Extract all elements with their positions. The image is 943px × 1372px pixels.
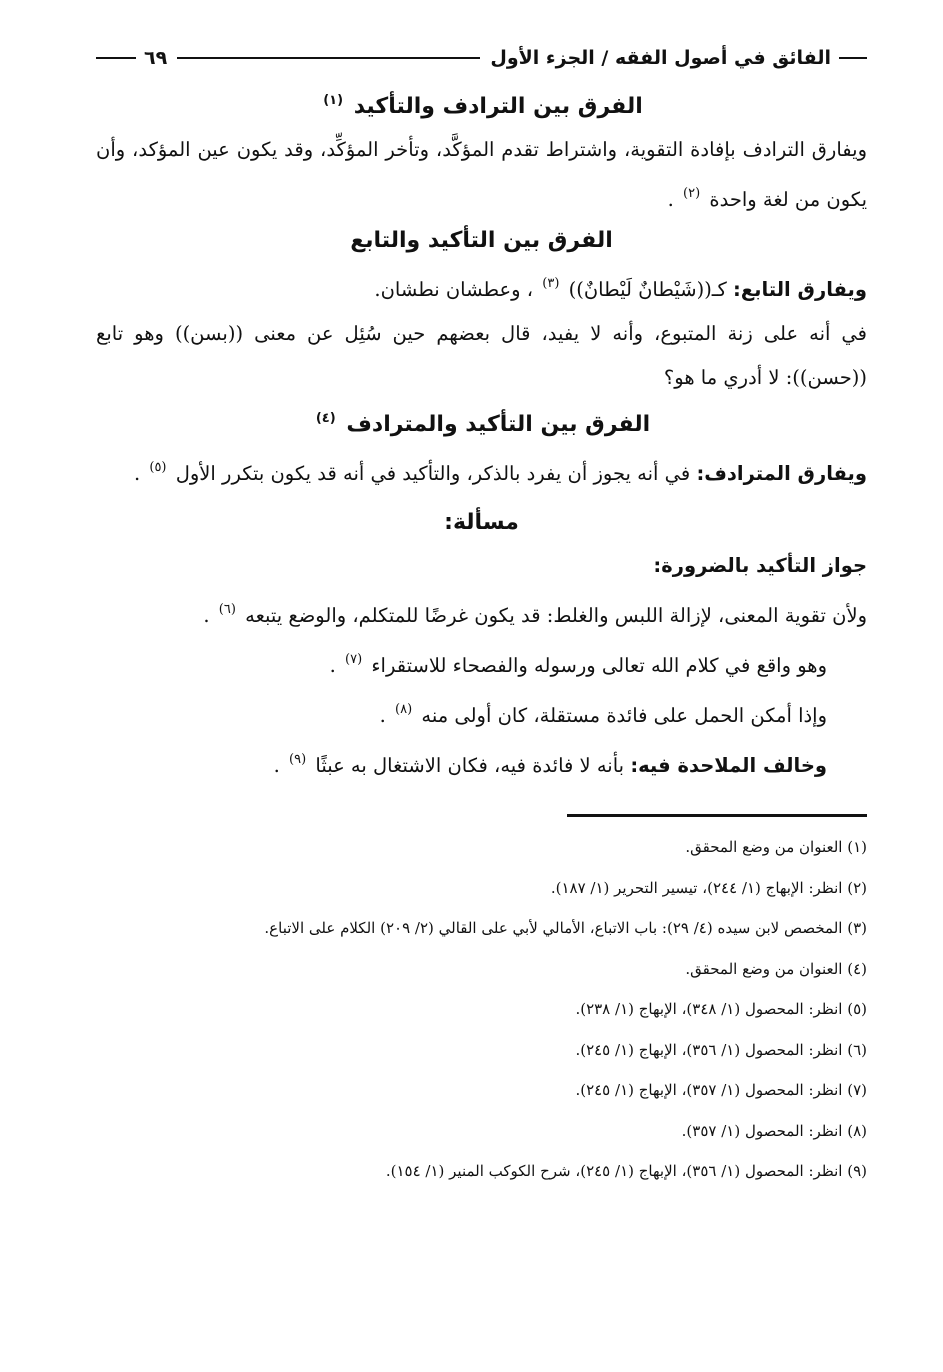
paragraph-occurrence: وهو واقع في كلام الله تعالى ورسوله والفصحاء للاستقراء $^{(٧)}$ . xyxy=(329,652,827,677)
footnote-item: (٤) العنوان من وضع المحقق. xyxy=(685,959,867,978)
section-heading-synonym: الفرق بين التأكيد والمترادف $^{(٤)}$ xyxy=(315,411,651,437)
footnote-item: (٣) المخصص لابن سيده (٤/ ٢٩): باب الاتباع، الأمالي لأبي على القالي (٢/ ٢٠٩) الكلام على الاتباع. xyxy=(264,919,867,937)
section-heading-follower: الفرق بين التأكيد والتابع xyxy=(350,228,613,253)
footnote-item: (٩) انظر: المحصول (١/ ٣٥٦)، الإبهاج (١/ ٢٤٥)، شرح الكوكب المنير (١/ ١٥٤). xyxy=(385,1162,867,1180)
footnote-ref: (٣) xyxy=(542,276,560,291)
header-rule-left xyxy=(96,57,136,59)
footnote-item: (١) العنوان من وضع المحقق. xyxy=(685,838,867,856)
footnote-item: (٦) انظر: المحصول (١/ ٣٥٦)، الإبهاج (١/ ٢٤٥). xyxy=(575,1040,867,1059)
paragraph-priority: وإذا أمكن الحمل على فائدة مستقلة، كان أولى منه $^{(٨)}$ . xyxy=(379,702,827,727)
footnote-item: (٥) انظر: المحصول (١/ ٣٤٨)، الإبهاج (١/ ٢٣٨). xyxy=(575,1000,867,1018)
running-header xyxy=(96,36,867,80)
paragraph-follower-a: ويفارق التابع: كـ((شَيْطانٌ لَيْطانٌ)) $^{(٣)}$ ، وعطشان نطشان. xyxy=(374,276,867,301)
footnote-item: (٧) انظر: المحصول (١/ ٣٥٧)، الإبهاج (١/ ٢٤٥). xyxy=(575,1081,867,1099)
indented-block xyxy=(96,638,867,788)
paragraph-necessity: ولأن تقوية المعنى، لإزالة اللبس والغلط: قد يكون غرضًا للمتكلم، والوضع يتبعه $^{(٦)}$ . xyxy=(203,602,867,627)
paragraph-synonymy: ويفارق الترادف بإفادة التقوية، واشتراط تقدم المؤكَّد، وتأخر المؤكِّد، وقد يكون عين المؤكد، وأن يكون من لغة واحدة $^{(٢)}$ . xyxy=(96,138,867,211)
paragraph-follower-b: في أنه على زنة المتبوع، وأنه لا يفيد، قال بعضهم حين سُئِل عن معنى ((بسن)) وهو تابع ((حسن)): لا أدري ما هو؟ xyxy=(96,322,867,389)
footnote-ref: (٤) xyxy=(315,411,336,426)
paragraph-synonym: ويفارق المترادف: في أنه يجوز أن يفرد بالذكر، والتأكيد في أنه قد يكون بتكرر الأول $^{(٥)}$ . xyxy=(133,460,867,485)
footnotes-list xyxy=(96,827,867,1192)
footnote-separator xyxy=(567,814,867,817)
footnote-ref: (٧) xyxy=(345,652,363,667)
paragraph-dissent: وخالف الملاحدة فيه: بأنه لا فائدة فيه، فكان الاشتغال به عبثًا $^{(٩)}$ . xyxy=(273,752,827,777)
footnote-ref: (٦) xyxy=(218,602,236,617)
footnote-ref: (٩) xyxy=(289,752,307,767)
footnote-item: (٢) انظر: الإبهاج (١/ ٢٤٤)، تيسير التحرير (١/ ١٨٧). xyxy=(550,878,867,897)
footnote-ref: (١) xyxy=(323,93,344,108)
section-heading-synonymy: الفرق بين الترادف والتأكيد $^{(١)}$ xyxy=(323,93,643,119)
footnote-ref: (٥) xyxy=(149,460,167,475)
footnote-item: (٨) انظر: المحصول (١/ ٣٥٧). xyxy=(681,1121,867,1140)
header-rule-right xyxy=(839,57,867,59)
section-heading-question: مسألة: xyxy=(444,510,519,535)
subheading-necessity: جواز التأكيد بالضرورة: xyxy=(653,554,867,577)
page-number: ٦٩ xyxy=(144,47,168,69)
footnote-ref: (٢) xyxy=(683,186,701,201)
header-rule xyxy=(177,57,480,59)
running-title: الفائق في أصول الفقه / الجزء الأول xyxy=(490,47,831,69)
footnote-ref: (٨) xyxy=(395,702,413,717)
